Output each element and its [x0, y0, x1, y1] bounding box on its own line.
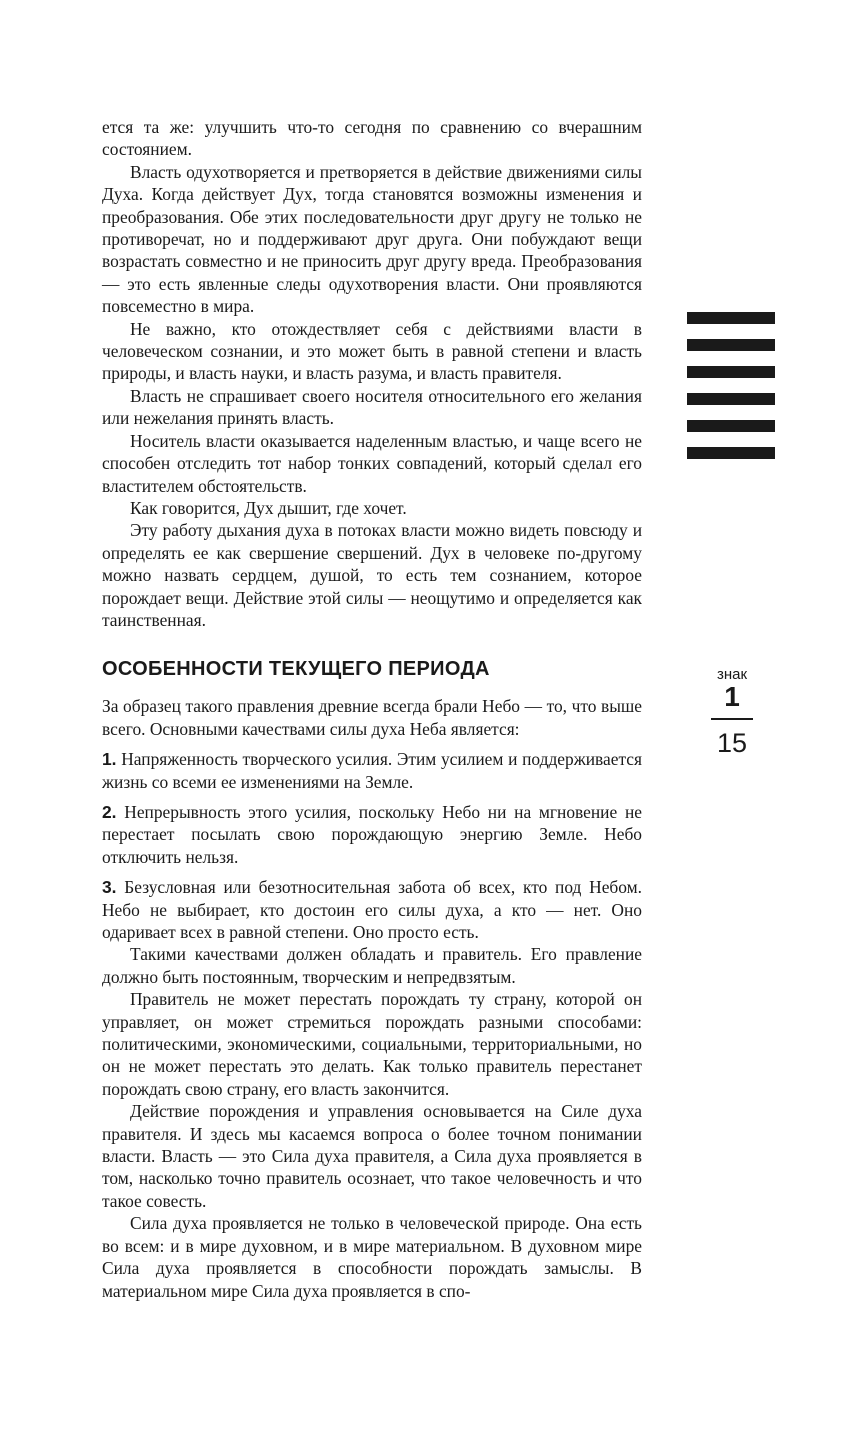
- list-text-1: Напряженность творческого усилия. Этим усилием и поддерживается жизнь со всеми ее изменениями на Земле.: [102, 749, 642, 792]
- list-number-3: 3.: [102, 877, 117, 898]
- hexagram-line: [687, 339, 775, 351]
- paragraph-top-6: Эту работу дыхания духа в потоках власти можно видеть повсюду и определять ее как свершение свершений. Дух в человеке по-другому можно назвать сердцем, душой, то есть тем сознанием, которое порождает вещи. Действие этой силы — неощутимо и определяется как таинственная.: [102, 520, 642, 630]
- list-item-2: [102, 801, 642, 868]
- list-number-2: 2.: [102, 801, 117, 822]
- paragraph-top-4: Носитель власти оказывается наделенным властью, и чаще всего не способен отследить тот набор тонких совпадений, который сделал его властителем обстоятельств.: [102, 430, 642, 496]
- sign-number: 1: [724, 681, 740, 712]
- section-heading: ОСОБЕННОСТИ ТЕКУЩЕГО ПЕРИОДА: [102, 658, 490, 681]
- paragraph-top-3: Власть не спрашивает своего носителя относительного его желания или нежелания принять власть.: [102, 385, 642, 429]
- list-text-2: Непрерывность этого усилия, поскольку Небо ни на мгновение не перестает посылать свою порождающую энергию Земле. Небо отключить нельзя.: [102, 801, 642, 867]
- paragraph-bottom-3: Сила духа проявляется не только в человеческой природе. Она есть во всем: и в мире духовном, и в мире материальном. В духовном мире Сила духа проявляется в способности порождать замыслы. В материальном мире Сила духа проявляется в спо-: [102, 1213, 642, 1301]
- paragraph-bottom-1: Правитель не может перестать порождать ту страну, которой он управляет, он может стремиться порождать разными способами: политическими, экономическими, социальными, территориальными, но он не может перестать это делать. Как только правитель перестанет порождать свою страну, его власть закончится.: [102, 989, 642, 1099]
- paragraph-top-1: Власть одухотворяется и претворяется в действие движениями силы Духа. Когда действует Дух, тогда становятся возможны изменения и преобразования. Обе этих последовательности друг другу не только не противоречат, но и поддерживают друг друга. Они побуждают вещи возрастать совместно и не приносить друг другу вреда. Преобразования — это есть явленные следы одухотворения власти. Они проявляются повсеместно в мира.: [102, 161, 642, 317]
- paragraph-top-2: Не важно, кто отождествляет себя с действиями власти в человеческом сознании, и это может быть в равной степени и власть природы, и власть науки, и власть разума, и власть правителя.: [102, 318, 642, 384]
- list-item-3: [102, 876, 642, 943]
- list-item-1: [102, 748, 642, 793]
- hexagram-line: [687, 447, 775, 459]
- hexagram-line: [687, 366, 775, 378]
- main-text-column: [102, 116, 642, 1302]
- paragraph-bottom-2: Действие порождения и управления основывается на Силе духа правителя. И здесь мы касаемся вопроса о более точном понимании власти. Власть — это Сила духа правителя, а Сила духа проявляется в том, насколько точно правитель осознает, что такое человечность и что такое совесть.: [102, 1101, 642, 1211]
- hexagram-line: [687, 420, 775, 432]
- hexagram-line: [687, 393, 775, 405]
- paragraph-bottom-0: Такими качествами должен обладать и правитель. Его правление должно быть постоянным, творческим и непредвзятым.: [102, 944, 642, 987]
- paragraph-top-5: Как говорится, Дух дышит, где хочет.: [130, 497, 407, 518]
- paragraph-top-0: ется та же: улучшить что-то сегодня по сравнению со вчерашним состоянием.: [102, 117, 642, 160]
- list-text-3: Безусловная или безотносительная забота об всех, кто под Небом. Небо не выбирает, кто достоин его силы духа, а кто — нет. Оно одаривает всех в равной степени. Оно просто есть.: [102, 877, 642, 942]
- list-number-1: 1.: [102, 749, 117, 770]
- sign-label: знак: [716, 666, 748, 683]
- page-number: 15: [716, 728, 748, 758]
- hexagram-line: [687, 312, 775, 324]
- hexagram-icon: [687, 312, 775, 474]
- sign-divider: [711, 718, 753, 720]
- intro-paragraph: За образец такого правления древние всегда брали Небо — то, что выше всего. Основными качествами силы духа Неба является:: [102, 696, 642, 739]
